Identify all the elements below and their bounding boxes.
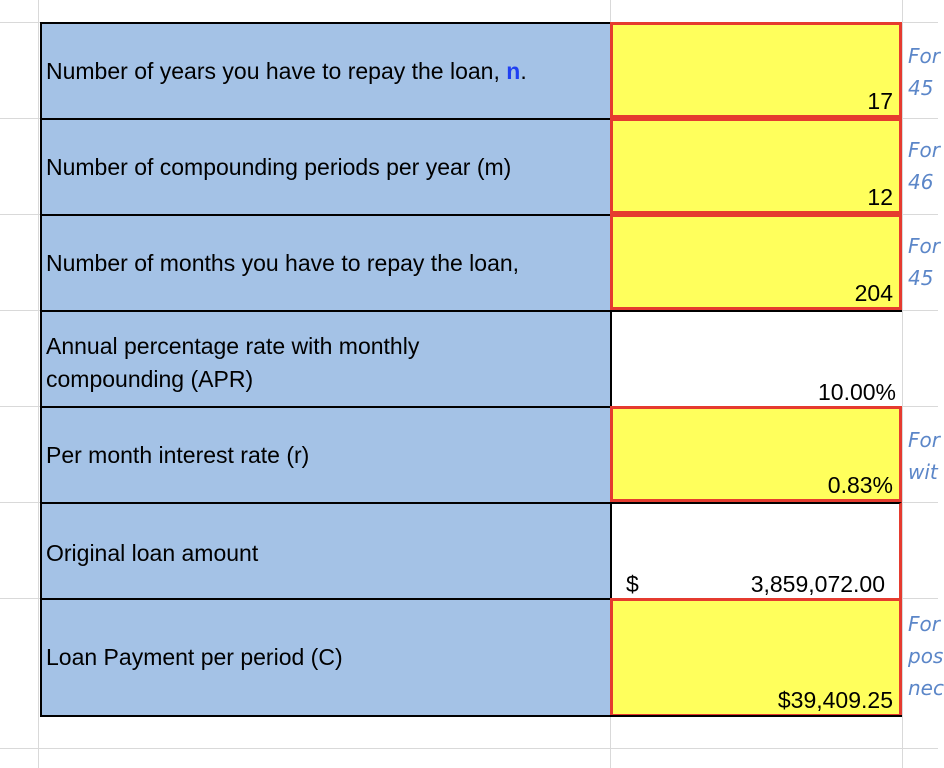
label-apr[interactable] xyxy=(40,310,610,406)
label-years-to-repay[interactable] xyxy=(40,22,610,118)
currency-symbol: $ xyxy=(626,571,639,597)
table-bottom-border xyxy=(40,715,902,717)
label-months-to-repay[interactable] xyxy=(40,214,610,310)
label-original-loan-text: Original loan amount xyxy=(46,540,259,566)
input-monthly-rate-cell[interactable] xyxy=(610,406,902,502)
label-monthly-rate-text: Per month interest rate (r) xyxy=(46,441,310,468)
grid-column-line xyxy=(902,0,903,768)
input-loan-payment-cell[interactable] xyxy=(610,598,902,717)
label-monthly-rate[interactable] xyxy=(40,406,610,502)
input-months-cell[interactable] xyxy=(610,214,902,310)
n-variable: n xyxy=(506,57,521,84)
years-value: 17 xyxy=(867,88,893,114)
input-compounding-cell[interactable] xyxy=(610,118,902,214)
label-loan-payment[interactable] xyxy=(40,598,610,717)
label-original-loan[interactable] xyxy=(40,502,610,598)
label-compounding-periods[interactable] xyxy=(40,118,610,214)
label-loan-payment-text: Loan Payment per period (C) xyxy=(46,644,343,670)
comment-row-3: For 45 xyxy=(908,234,940,290)
apr-value: 10.00% xyxy=(817,379,896,405)
comment-row-1: For 45 xyxy=(908,44,940,100)
months-value: 204 xyxy=(854,280,893,306)
original-loan-cell[interactable] xyxy=(610,502,902,598)
comment-row-7: For pos nec xyxy=(908,612,944,700)
comment-row-5: For wit xyxy=(908,428,940,484)
label-months-text: Number of months you have to repay the loan, xyxy=(46,249,520,276)
label-apr-text: Annual percentage rate with monthly compounding (APR) xyxy=(46,333,420,392)
original-loan-value: 3,859,072.00 xyxy=(750,571,885,597)
label-compounding-text: Number of compounding periods per year (m) xyxy=(46,153,512,180)
comment-row-2: For 46 xyxy=(908,138,940,194)
grid-row-line xyxy=(0,748,938,749)
monthly-rate-value: 0.83% xyxy=(827,472,893,498)
grid-column-line xyxy=(38,0,39,768)
input-years-cell[interactable] xyxy=(610,22,902,118)
loan-payment-value: $39,409.25 xyxy=(777,687,893,713)
compounding-value: 12 xyxy=(867,184,893,210)
label-years-text: Number of years you have to repay the loan, n. xyxy=(46,57,527,84)
apr-cell[interactable] xyxy=(610,310,902,406)
